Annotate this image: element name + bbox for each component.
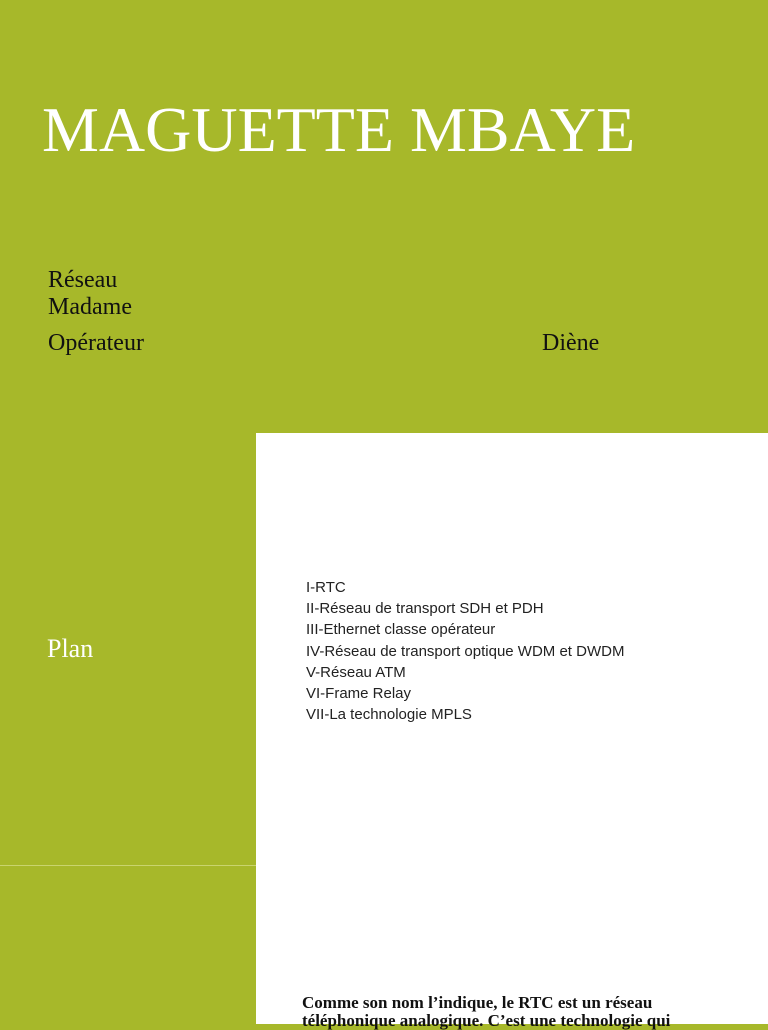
subtitle-right: Diène	[542, 330, 600, 356]
plan-item: IV-Réseau de transport optique WDM et DWDM	[306, 642, 625, 660]
slide-title: MAGUETTE MBAYE	[42, 94, 636, 165]
subtitle-line-2: Madame	[48, 294, 132, 320]
plan-item: I-RTC	[306, 579, 346, 596]
plan-heading: Plan	[47, 634, 94, 663]
content-panel	[256, 433, 768, 1024]
plan-item: VI-Frame Relay	[306, 685, 412, 703]
body-paragraph: Comme son nom l’indique, le RTC est un réseau téléphonique analogique. C’est une technologie qui	[302, 993, 671, 1030]
plan-list	[306, 577, 624, 725]
plan-item: VII-La technologie MPLS	[306, 706, 472, 724]
section-divider	[0, 865, 256, 866]
subtitle-line-3: Opérateur	[48, 330, 144, 356]
plan-item: II-Réseau de transport SDH et PDH	[306, 600, 544, 618]
plan-item: III-Ethernet classe opérateur	[306, 621, 496, 639]
plan-item: V-Réseau ATM	[306, 663, 406, 681]
subtitle-line-1: Réseau	[48, 267, 118, 293]
